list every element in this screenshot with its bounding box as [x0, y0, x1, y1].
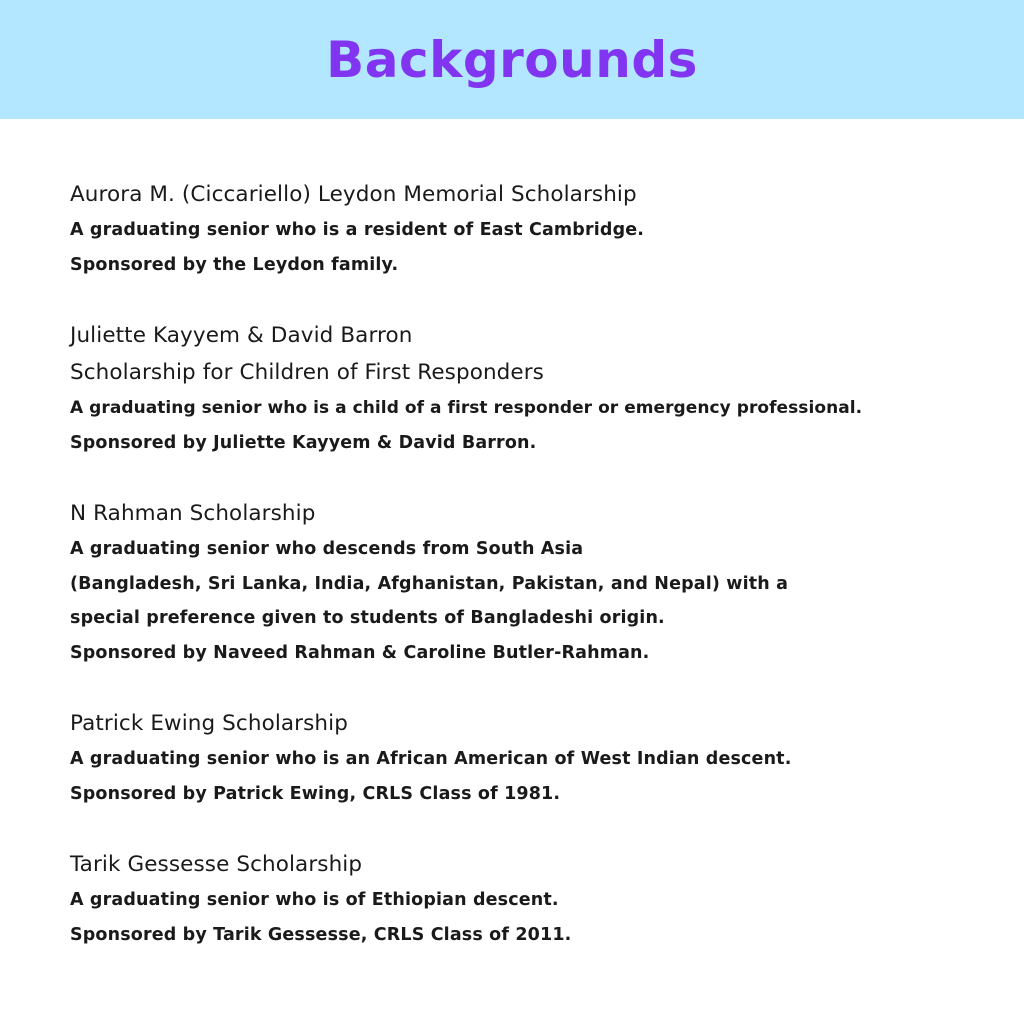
- scholarship-title-continued: Scholarship for Children of First Responders: [70, 360, 544, 385]
- scholarship-sponsor: Sponsored by Tarik Gessesse, CRLS Class of 2011.: [70, 924, 572, 945]
- scholarship-criteria: A graduating senior who descends from South Asia: [70, 539, 584, 559]
- scholarship-entry-leydon: [70, 176, 1010, 282]
- scholarship-title: N Rahman Scholarship: [70, 501, 316, 526]
- scholarship-entry-kayyem-barron: [70, 317, 1010, 460]
- scholarship-title: Patrick Ewing Scholarship: [70, 711, 348, 736]
- scholarship-sponsor: Sponsored by the Leydon family.: [70, 254, 399, 275]
- scholarship-criteria: A graduating senior who is of Ethiopian descent.: [70, 890, 559, 910]
- scholarship-criteria: A graduating senior who is a child of a first responder or emergency professional.: [70, 398, 863, 418]
- scholarship-list: [70, 176, 1010, 987]
- scholarship-criteria: A graduating senior who is an African American of West Indian descent.: [70, 749, 792, 769]
- scholarship-entry-rahman: [70, 495, 1010, 670]
- scholarship-sponsor: Sponsored by Patrick Ewing, CRLS Class of 1981.: [70, 783, 561, 804]
- scholarship-entry-gessesse: [70, 846, 1010, 952]
- scholarship-title: Tarik Gessesse Scholarship: [70, 852, 363, 877]
- scholarship-criteria-continued: special preference given to students of Bangladeshi origin.: [70, 608, 665, 628]
- header-band: [0, 0, 1024, 119]
- scholarship-sponsor: Sponsored by Juliette Kayyem & David Barron.: [70, 432, 537, 453]
- scholarship-entry-ewing: [70, 705, 1010, 811]
- scholarship-sponsor: Sponsored by Naveed Rahman & Caroline Butler-Rahman.: [70, 642, 650, 663]
- page-title: Backgrounds: [326, 30, 698, 89]
- scholarship-criteria-continued: (Bangladesh, Sri Lanka, India, Afghanistan, Pakistan, and Nepal) with a: [70, 573, 789, 594]
- scholarship-title: Aurora M. (Ciccariello) Leydon Memorial Scholarship: [70, 182, 637, 207]
- scholarship-criteria: A graduating senior who is a resident of East Cambridge.: [70, 220, 645, 240]
- scholarship-title: Juliette Kayyem & David Barron: [70, 323, 413, 348]
